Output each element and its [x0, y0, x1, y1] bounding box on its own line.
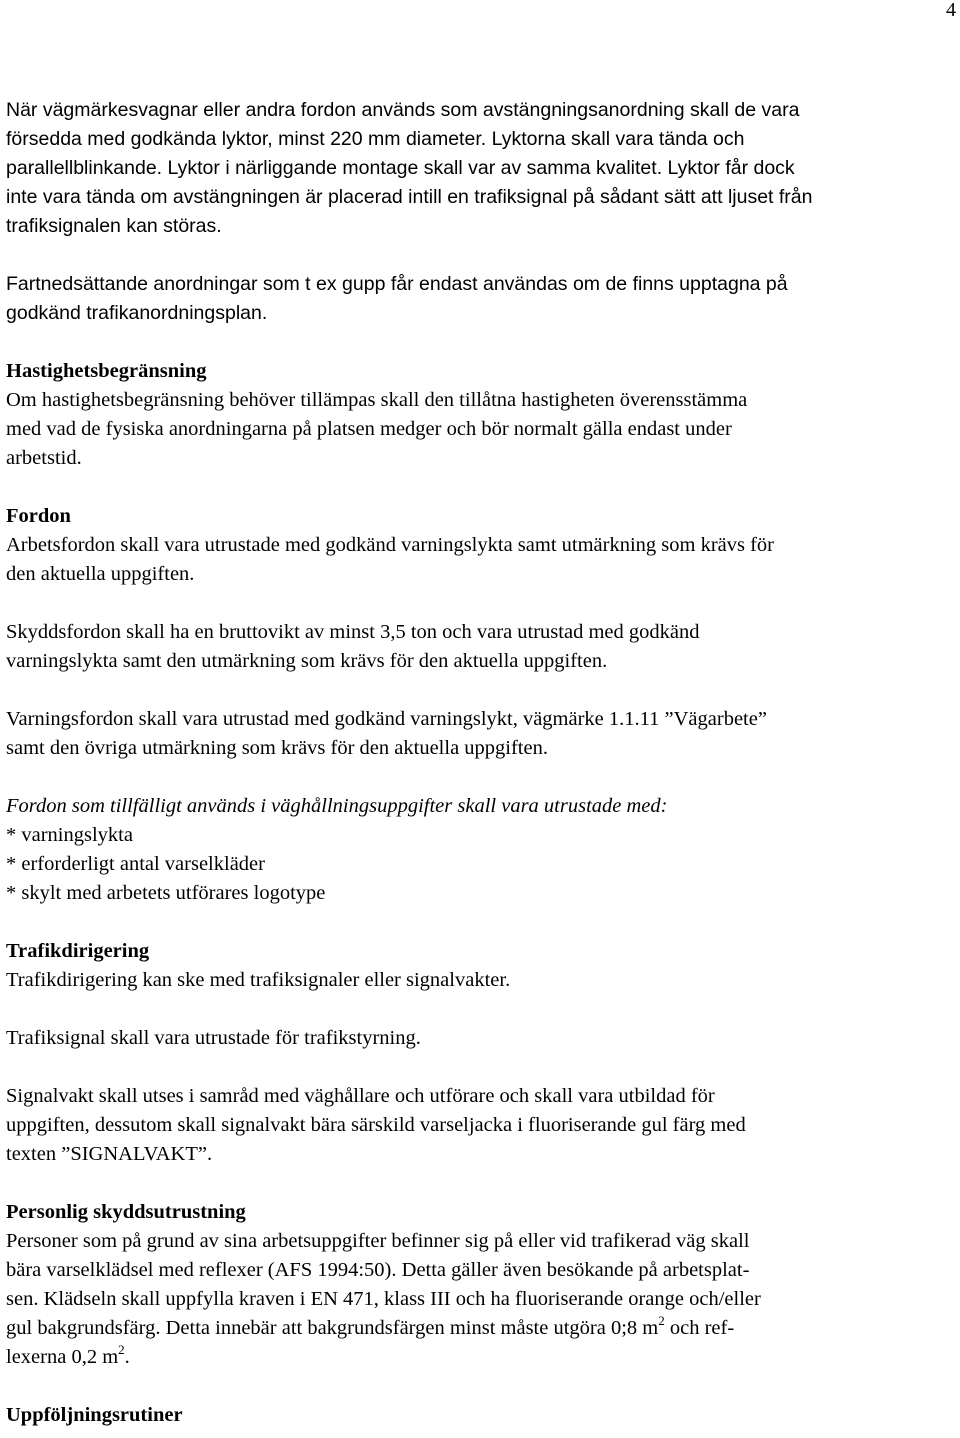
text-line	[6, 1314, 956, 1343]
paragraph-hastighet	[6, 386, 956, 473]
text-line: Varningsfordon skall vara utrustad med godkänd varningslykt, vägmärke 1.1.11 ”Vägarbete”	[6, 708, 767, 730]
text-line: texten ”SIGNALVAKT”.	[6, 1143, 213, 1165]
text-line: Arbetsfordon skall vara utrustade med godkänd varningslykta samt utmärkning som krävs för	[6, 534, 775, 556]
list-item: * varningslykta	[6, 824, 133, 846]
text-line: uppgiften, dessutom skall signalvakt bära särskild varseljacka i fluoriserande gul färg med	[6, 1114, 746, 1136]
text-line: försedda med godkända lyktor, minst 220 mm diameter. Lyktorna skall vara tända och	[6, 128, 745, 150]
text-line: godkänd trafikanordningsplan.	[6, 302, 268, 324]
paragraph-varningsfordon	[6, 705, 956, 763]
italic-intro-tillfalliga-fordon: Fordon som tillfälligt används i väghållningsuppgifter skall vara utrustade med:	[6, 795, 668, 817]
paragraph-signalvakt	[6, 1082, 956, 1169]
text-run: gul bakgrundsfärg. Detta innebär att bakgrundsfärgen minst måste utgöra 0;8 m	[6, 1317, 659, 1339]
text-line: Fartnedsättande anordningar som t ex gupp får endast användas om de finns upptagna på	[6, 273, 788, 295]
equipment-list	[6, 821, 956, 908]
text-line: sen. Klädseln skall uppfylla kraven i EN 471, klass III och ha fluoriserande orange och/eller	[6, 1288, 761, 1310]
paragraph-skyddsutrustning	[6, 1227, 956, 1372]
text-line: varningslykta samt den utmärkning som krävs för den aktuella uppgiften.	[6, 650, 608, 672]
heading-personlig-skyddsutrustning: Personlig skyddsutrustning	[6, 1201, 246, 1223]
text-run: och ref-	[664, 1317, 735, 1339]
heading-uppfoljningsrutiner: Uppföljningsrutiner	[6, 1404, 183, 1426]
text-line	[6, 1343, 956, 1372]
text-line: med vad de fysiska anordningarna på platsen medger och bör normalt gälla endast under	[6, 418, 732, 440]
text-line: Om hastighetsbegränsning behöver tillämpas skall den tillåtna hastigheten överensstämma	[6, 389, 748, 411]
text-run: lexerna 0,2 m	[6, 1346, 119, 1368]
text-line: parallellblinkande. Lyktor i närliggande montage skall var av samma kvalitet. Lyktor får dock	[6, 157, 795, 179]
text-line: arbetstid.	[6, 447, 82, 469]
list-item: * skylt med arbetets utförares logotype	[6, 882, 326, 904]
text-line: Skyddsfordon skall ha en bruttovikt av minst 3,5 ton och vara utrustad med godkänd	[6, 621, 700, 643]
text-line: den aktuella uppgiften.	[6, 563, 195, 585]
paragraph-trafiksignal: Trafiksignal skall vara utrustade för trafikstyrning.	[6, 1027, 421, 1049]
text-line: Personer som på grund av sina arbetsuppgifter befinner sig på eller vid trafikerad väg skall	[6, 1230, 750, 1252]
text-line: Signalvakt skall utses i samråd med väghållare och utförare och skall vara utbildad för	[6, 1085, 715, 1107]
superscript: 2	[118, 1342, 125, 1357]
paragraph-fartnedsattande	[6, 270, 956, 328]
text-line: trafiksignalen kan störas.	[6, 215, 222, 237]
paragraph-trafikdirigering: Trafikdirigering kan ske med trafiksignaler eller signalvakter.	[6, 969, 511, 991]
paragraph-arbetsfordon	[6, 531, 956, 589]
page-number: 4	[946, 0, 956, 21]
text-line: inte vara tända om avstängningen är placerad intill en trafiksignal på sådant sätt att ljuset från	[6, 186, 813, 208]
paragraph-skyddsfordon	[6, 618, 956, 676]
text-line: När vägmärkesvagnar eller andra fordon används som avstängningsanordning skall de vara	[6, 99, 800, 121]
text-line: samt den övriga utmärkning som krävs för den aktuella uppgiften.	[6, 737, 548, 759]
heading-trafikdirigering: Trafikdirigering	[6, 940, 150, 962]
heading-hastighetsbegransning: Hastighetsbegränsning	[6, 360, 207, 382]
superscript: 2	[658, 1313, 665, 1328]
heading-fordon: Fordon	[6, 505, 71, 527]
text-line: bära varselklädsel med reflexer (AFS 1994:50). Detta gäller även besökande på arbetsplat-	[6, 1259, 750, 1281]
list-item: * erforderligt antal varselkläder	[6, 853, 265, 875]
paragraph-lyktor	[6, 96, 956, 241]
text-run: .	[124, 1346, 130, 1368]
document-body	[6, 96, 956, 1430]
